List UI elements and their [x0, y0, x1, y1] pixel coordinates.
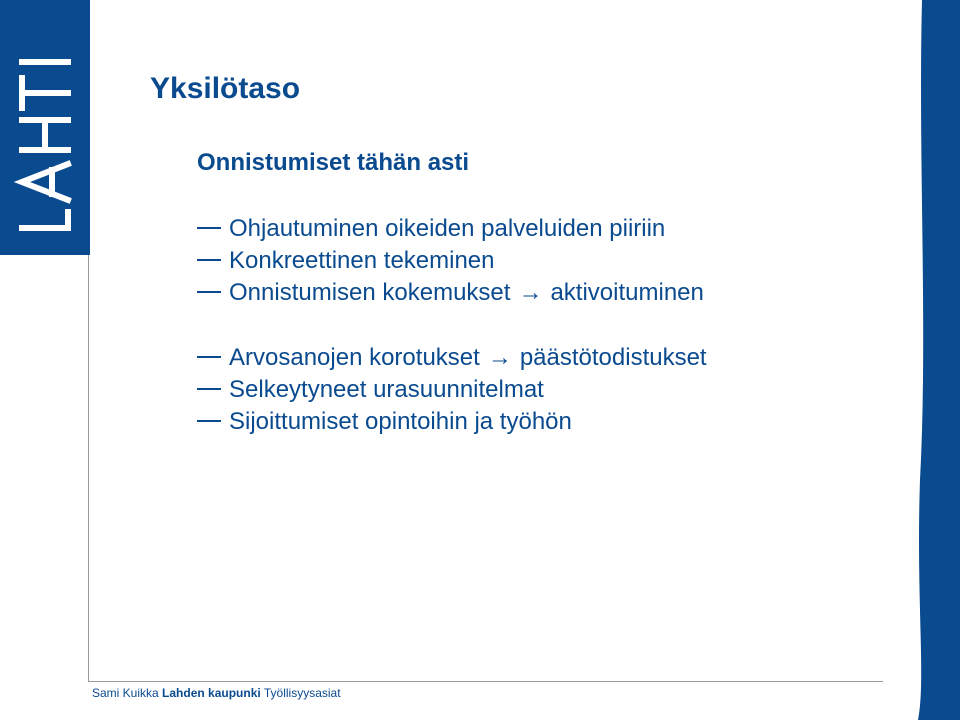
bullet-item [197, 245, 704, 277]
bullet-text: Arvosanojen korotukset [229, 344, 480, 371]
bullet-item [197, 277, 704, 309]
footer-department: Työllisyysasiat [263, 686, 341, 700]
dash-icon [197, 291, 221, 293]
bullet-item [197, 342, 707, 374]
bullet-text: Onnistumisen kokemukset [229, 279, 511, 306]
bullet-text: Konkreettinen tekeminen [229, 247, 495, 274]
bullet-text: Ohjautuminen oikeiden palveluiden piiriin [229, 215, 666, 242]
dash-icon [197, 356, 221, 358]
lahti-logo-mark [0, 0, 90, 255]
slide-subtitle: Onnistumiset tähän asti [197, 149, 470, 176]
slide-title: Yksilötaso [150, 72, 301, 105]
bullet-item [197, 213, 704, 245]
frame-line-bottom [88, 681, 883, 682]
dash-icon [197, 259, 221, 261]
frame-line-left [88, 255, 89, 682]
bullet-item [197, 374, 707, 406]
footer-author: Sami Kuikka [92, 686, 159, 700]
bullet-result-text: päästötodistukset [519, 344, 707, 371]
dash-icon [197, 420, 221, 422]
bullet-item [197, 406, 707, 438]
bullet-text: Selkeytyneet urasuunnitelmat [229, 376, 544, 403]
arrow-right-icon: → [487, 344, 512, 371]
slide-footer [92, 686, 341, 700]
footer-organization: Lahden kaupunki [162, 686, 261, 700]
dash-icon [197, 227, 221, 229]
wave-shape [916, 0, 960, 720]
bullet-list-2 [197, 342, 707, 438]
bullet-text: Sijoittumiset opintoihin ja työhön [229, 408, 572, 435]
bullet-list-1 [197, 213, 704, 309]
decorative-side-band [916, 0, 960, 720]
dash-icon [197, 388, 221, 390]
bullet-result-text: aktivoituminen [550, 279, 704, 306]
arrow-right-icon: → [518, 279, 543, 306]
lahti-logo [0, 0, 90, 255]
